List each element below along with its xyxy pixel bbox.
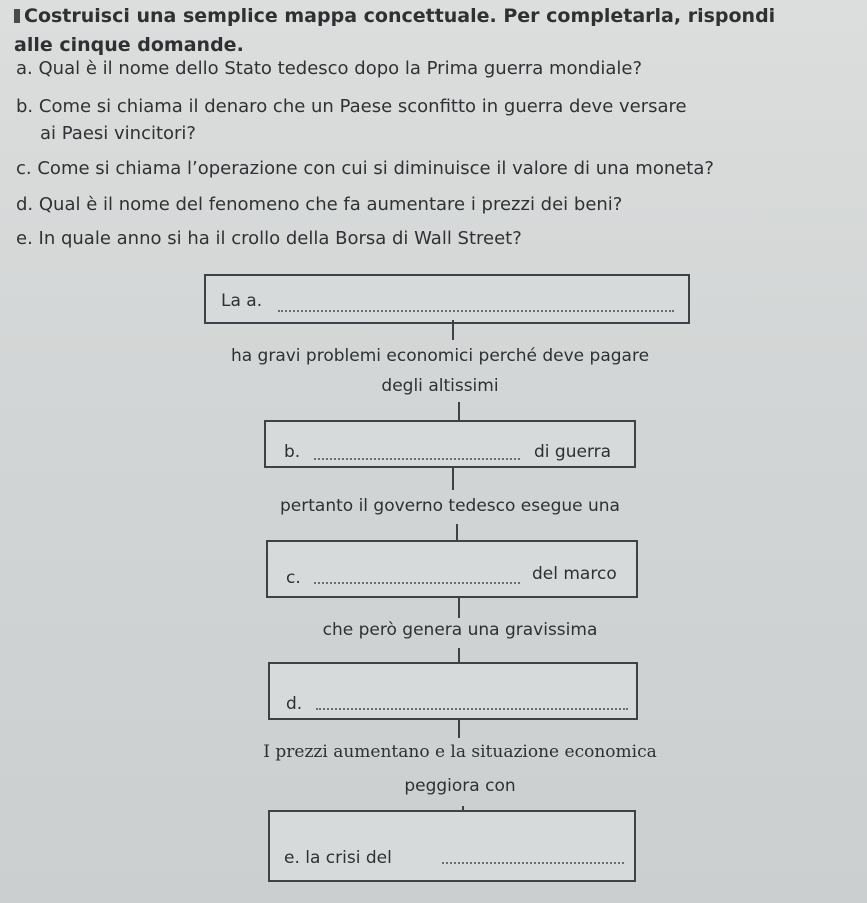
connector-7 bbox=[458, 718, 460, 738]
map-box-d: d. bbox=[268, 662, 638, 720]
answer-blank-b[interactable] bbox=[314, 458, 520, 460]
exercise-marker-icon bbox=[14, 9, 20, 23]
map-box-a: La a. bbox=[204, 274, 690, 324]
connector-3 bbox=[452, 466, 454, 490]
answer-blank-c[interactable] bbox=[314, 582, 520, 584]
instruction-line-2: alle cinque domande. bbox=[14, 34, 244, 56]
answer-blank-d[interactable] bbox=[316, 708, 628, 710]
link-text-4: I prezzi aumentano e la situazione economica peggiora con bbox=[263, 742, 657, 796]
question-c: c. Come si chiama l’operazione con cui si diminuisce il valore di una moneta? bbox=[16, 158, 714, 179]
map-box-c: c. del marco bbox=[266, 540, 638, 598]
connector-1 bbox=[452, 320, 454, 340]
link-text-2: pertanto il governo tedesco esegue una bbox=[280, 496, 620, 516]
question-d: d. Qual è il nome del fenomeno che fa aumentare i prezzi dei beni? bbox=[16, 194, 623, 215]
connector-2 bbox=[458, 402, 460, 420]
question-a: a. Qual è il nome dello Stato tedesco dopo la Prima guerra mondiale? bbox=[16, 58, 643, 79]
map-box-e: e. la crisi del bbox=[268, 810, 636, 882]
link-text-1: ha gravi problemi economici perché deve pagare degli altissimi bbox=[230, 346, 650, 396]
instruction-line-1: Costruisci una semplice mappa concettuale. Per completarla, rispondi bbox=[14, 2, 854, 31]
map-box-b: b. di guerra bbox=[264, 420, 636, 468]
link-text-3: che però genera una gravissima bbox=[322, 620, 598, 640]
question-b: b. Come si chiama il denaro che un Paese sconfitto in guerra deve versare ai Paesi vincitori? bbox=[16, 96, 687, 144]
exercise-instruction bbox=[14, 2, 854, 60]
question-e: e. In quale anno si ha il crollo della Borsa di Wall Street? bbox=[16, 228, 522, 249]
answer-blank-a[interactable] bbox=[278, 310, 674, 312]
connector-5 bbox=[458, 596, 460, 618]
answer-blank-e[interactable] bbox=[442, 862, 624, 864]
